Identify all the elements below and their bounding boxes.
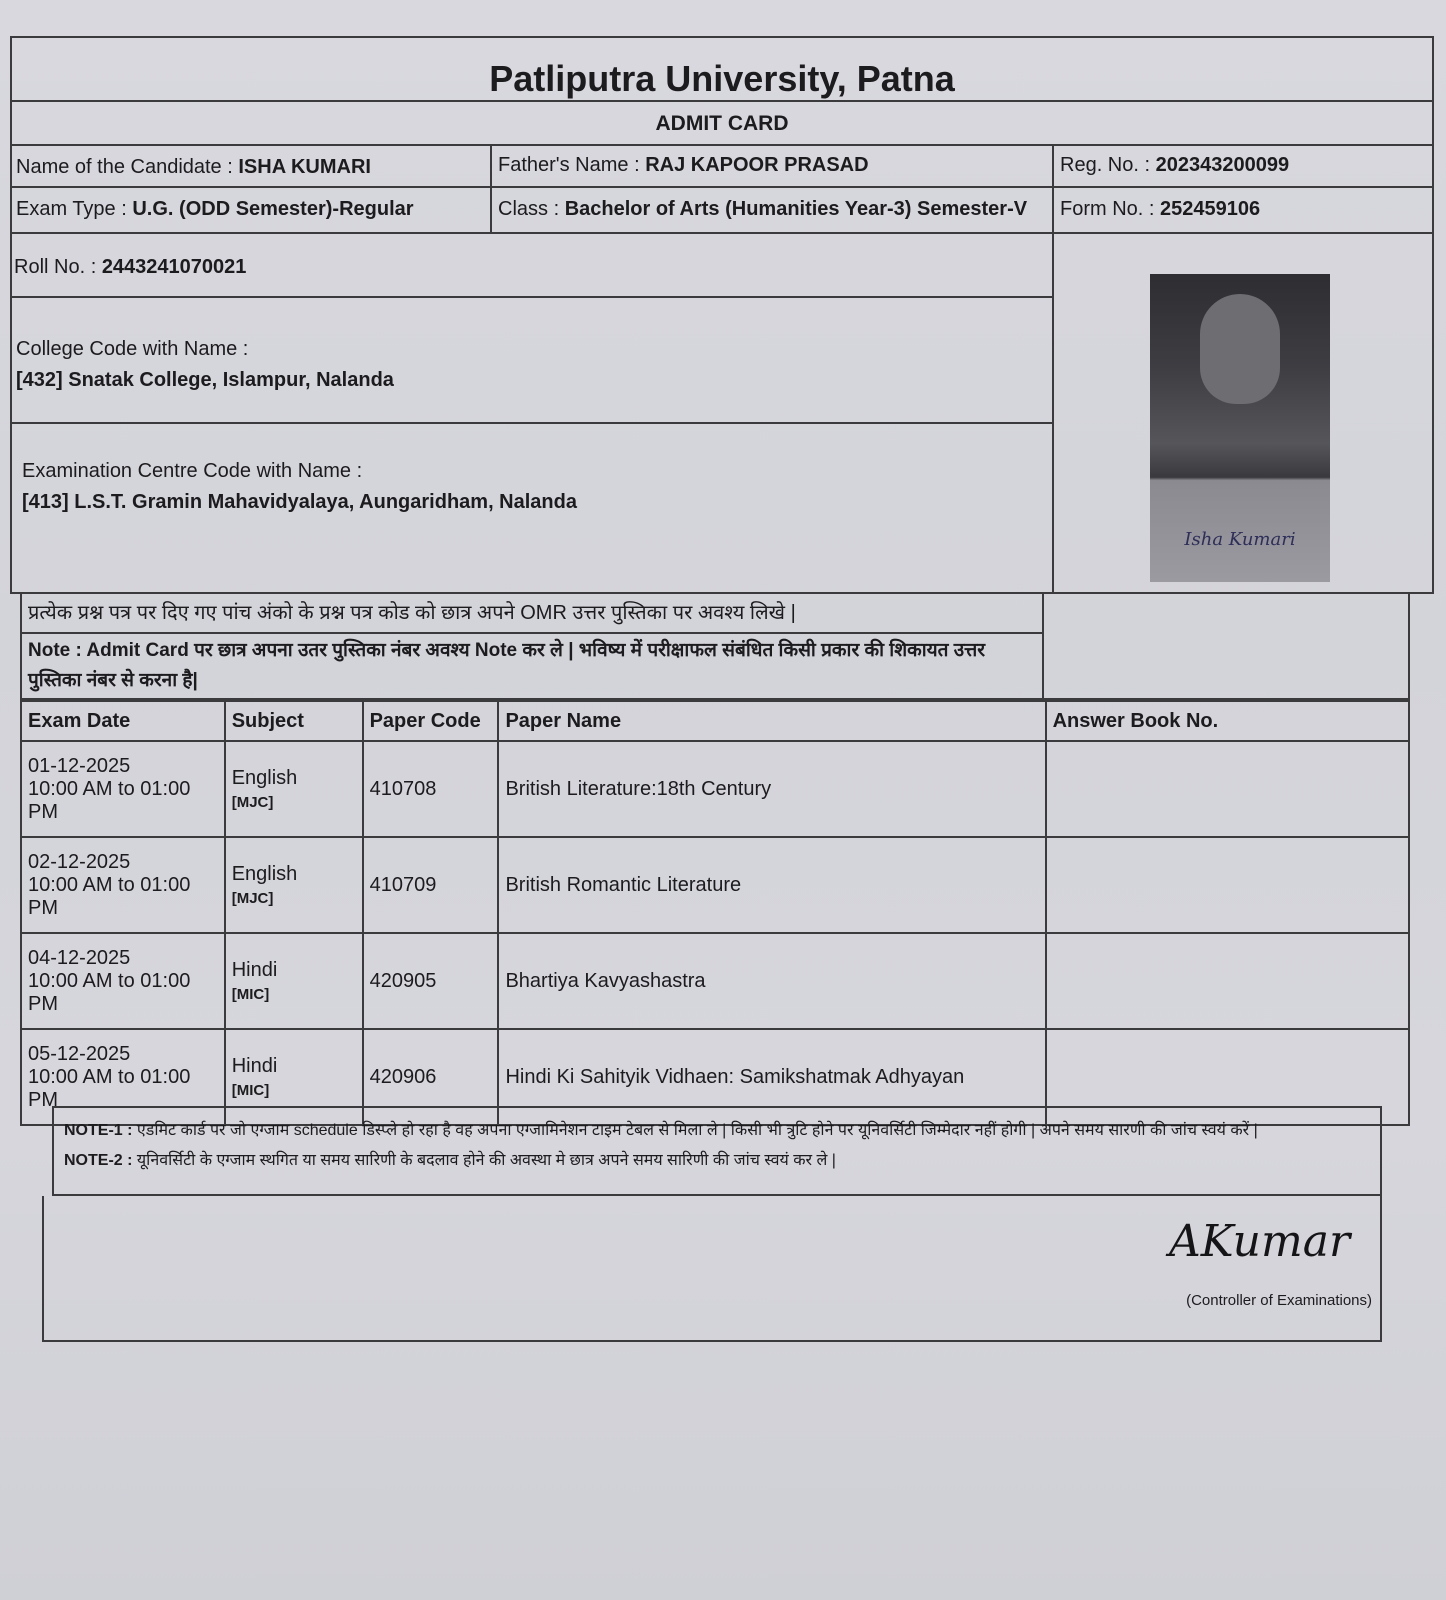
note-2-text: यूनिवर्सिटी के एग्जाम स्थगित या समय सारिणी के बदलाव होने की अवस्था मे छात्र अपने समय सारिणी की जांच स्वयं कर ले | bbox=[136, 1152, 836, 1169]
subject: Hindi bbox=[231, 1055, 278, 1077]
paper-code: 410708 bbox=[363, 741, 499, 837]
footer-signature-area bbox=[42, 1196, 1382, 1342]
subject: English bbox=[231, 863, 298, 885]
reg-no-label: Reg. No. : bbox=[1060, 154, 1151, 176]
university-title: Patliputra University, Patna bbox=[10, 36, 1434, 102]
subject-cell bbox=[225, 837, 363, 933]
exam-date: 02-12-2025 bbox=[28, 850, 131, 873]
paper-name: Hindi Ki Sahityik Vidhaen: Samikshatmak Adhyayan bbox=[498, 1029, 1045, 1125]
roll-no: 2443241070021 bbox=[101, 256, 247, 278]
paper-name: British Romantic Literature bbox=[498, 837, 1045, 933]
reg-no: 202343200099 bbox=[1155, 154, 1290, 176]
college-name: [432] Snatak College, Islampur, Nalanda bbox=[16, 369, 394, 391]
centre-label: Examination Centre Code with Name : bbox=[22, 460, 363, 482]
notes-box bbox=[52, 1106, 1382, 1196]
exam-date-cell bbox=[21, 837, 225, 933]
exam-date-cell bbox=[21, 933, 225, 1029]
class-value: Bachelor of Arts (Humanities Year-3) Semester-V bbox=[564, 198, 1028, 220]
instruction-omr: प्रत्येक प्रश्न पत्र पर दिए गए पांच अंको के प्रश्न पत्र कोड को छात्र अपने OMR उत्तर पुस्तिका पर अवश्य लिखे | bbox=[20, 594, 1044, 634]
paper-code: 410709 bbox=[363, 837, 499, 933]
reg-no-field bbox=[1060, 154, 1289, 177]
note-1-label: NOTE-1 : bbox=[64, 1122, 133, 1139]
header-paper-name: Paper Name bbox=[498, 701, 1045, 741]
table-header-row bbox=[21, 701, 1409, 741]
exam-type-field bbox=[16, 198, 414, 221]
exam-time: 10:00 AM to 01:00 PM bbox=[28, 777, 191, 823]
controller-designation: (Controller of Examinations) bbox=[1186, 1292, 1372, 1309]
exam-type-label: Exam Type : bbox=[16, 198, 127, 220]
centre-field bbox=[22, 460, 577, 514]
exam-date: 05-12-2025 bbox=[28, 1042, 131, 1065]
header-subject: Subject bbox=[225, 701, 363, 741]
exam-schedule-table bbox=[20, 700, 1410, 1126]
subject-tag: [MJC] bbox=[231, 890, 274, 907]
father-name-field bbox=[498, 154, 869, 177]
note-2 bbox=[64, 1146, 1370, 1176]
candidate-photo bbox=[1150, 274, 1330, 582]
class-field bbox=[498, 198, 1027, 221]
answer-book-no bbox=[1046, 741, 1409, 837]
paper-code: 420906 bbox=[363, 1029, 499, 1125]
controller-signature: AKumar bbox=[1168, 1216, 1350, 1267]
header-answer-book: Answer Book No. bbox=[1046, 701, 1409, 741]
roll-no-label: Roll No. : bbox=[14, 256, 97, 278]
candidate-name-label: Name of the Candidate : bbox=[16, 156, 233, 178]
paper-code: 420905 bbox=[363, 933, 499, 1029]
exam-date: 01-12-2025 bbox=[28, 754, 131, 777]
subject-cell bbox=[225, 933, 363, 1029]
instruction-note: Note : Admit Card पर छात्र अपना उतर पुस्तिका नंबर अवश्य Note कर ले | भविष्य में परीक्षाफल संबंधित किसी प्रकार की शिकायत उत्तर पुस्तिका नंबर से करना है| bbox=[20, 634, 1044, 700]
table-row bbox=[21, 837, 1409, 933]
paper-name: Bhartiya Kavyashastra bbox=[498, 933, 1045, 1029]
note-1-text: एडमिट कार्ड पर जो एग्जाम schedule डिस्प्ले हो रहा है वह अपना एग्जामिनेशन टाइम टेबल से मिला ले | किसी भी त्रुटि होने पर यूनिवर्सिटी जिम्मेदार नहीं होगी | अपने समय सारणी की जांच स्वयं करें | bbox=[136, 1122, 1258, 1139]
roll-no-field bbox=[14, 256, 246, 279]
form-no-label: Form No. : bbox=[1060, 198, 1155, 220]
exam-date: 04-12-2025 bbox=[28, 946, 131, 969]
exam-time: 10:00 AM to 01:00 PM bbox=[28, 873, 191, 919]
centre-name: [413] L.S.T. Gramin Mahavidyalaya, Aungaridham, Nalanda bbox=[22, 491, 577, 513]
subject-cell bbox=[225, 741, 363, 837]
father-name: RAJ KAPOOR PRASAD bbox=[645, 154, 869, 176]
candidate-name-field bbox=[16, 156, 371, 179]
paper-name: British Literature:18th Century bbox=[498, 741, 1045, 837]
subject-tag: [MIC] bbox=[231, 986, 270, 1003]
candidate-face bbox=[1200, 294, 1280, 404]
father-name-label: Father's Name : bbox=[498, 154, 640, 176]
answer-book-no bbox=[1046, 933, 1409, 1029]
exam-date-cell bbox=[21, 741, 225, 837]
instruction-blank-cell bbox=[1044, 594, 1410, 700]
form-no: 252459106 bbox=[1160, 198, 1261, 220]
class-label: Class : bbox=[498, 198, 560, 220]
header-paper-code: Paper Code bbox=[363, 701, 499, 741]
college-field bbox=[16, 338, 394, 392]
table-row bbox=[21, 933, 1409, 1029]
candidate-name: ISHA KUMARI bbox=[238, 156, 371, 178]
table-row bbox=[21, 741, 1409, 837]
note-1 bbox=[64, 1116, 1370, 1146]
form-no-field bbox=[1060, 198, 1260, 221]
subject: Hindi bbox=[231, 959, 278, 981]
subject: English bbox=[231, 767, 298, 789]
answer-book-no bbox=[1046, 837, 1409, 933]
header-exam-date: Exam Date bbox=[21, 701, 225, 741]
subject-tag: [MIC] bbox=[231, 1082, 270, 1099]
admit-card-sheet bbox=[10, 36, 1444, 1336]
document-title: ADMIT CARD bbox=[10, 102, 1434, 146]
candidate-signature: Isha Kumari bbox=[1184, 529, 1296, 550]
subject-tag: [MJC] bbox=[231, 794, 274, 811]
exam-time: 10:00 AM to 01:00 PM bbox=[28, 969, 191, 1015]
exam-time: 10:00 AM to 01:00 PM bbox=[28, 1065, 191, 1111]
college-label: College Code with Name : bbox=[16, 338, 249, 360]
exam-type: U.G. (ODD Semester)-Regular bbox=[132, 198, 414, 220]
note-2-label: NOTE-2 : bbox=[64, 1152, 133, 1169]
